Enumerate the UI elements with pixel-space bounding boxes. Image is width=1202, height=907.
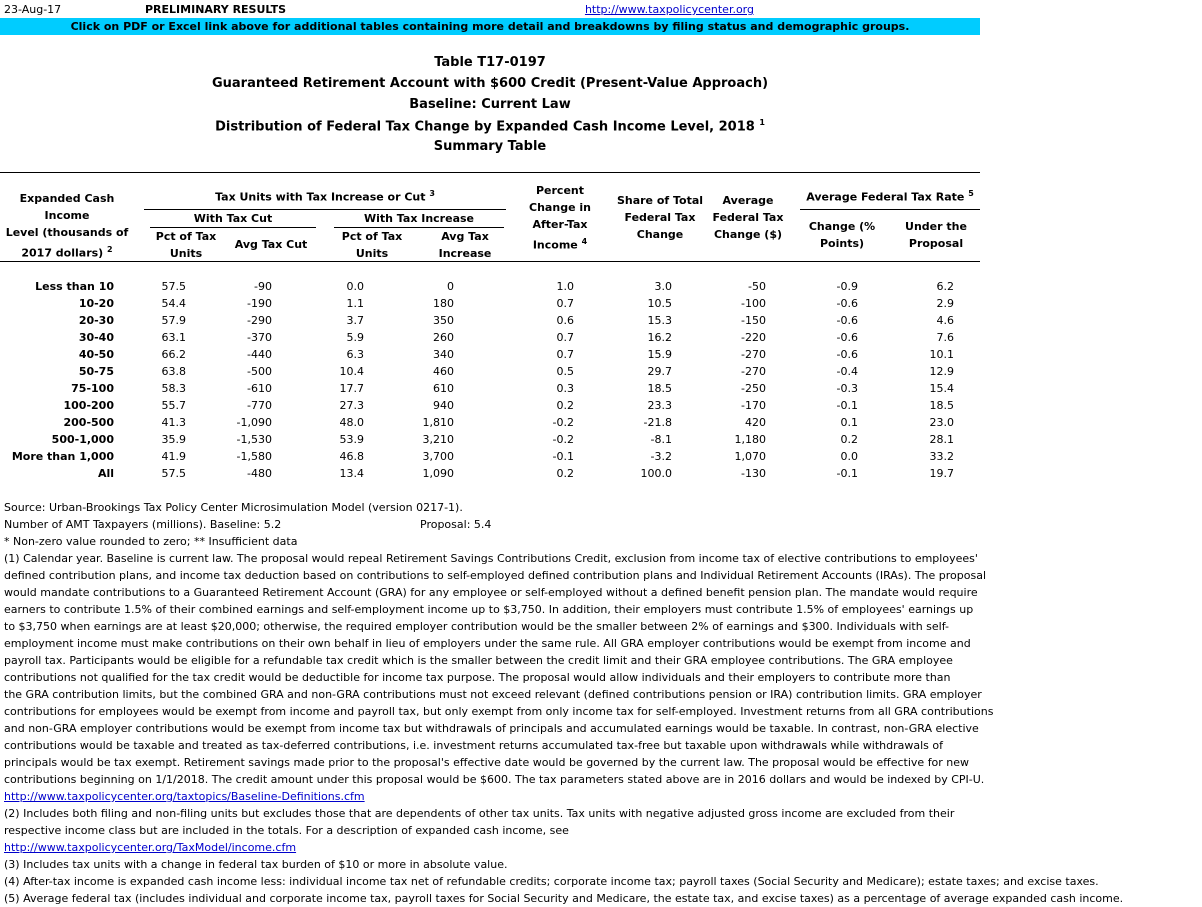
table-cell: -290 [247,314,272,327]
table-cell: 28.1 [929,433,954,446]
info-banner: Click on PDF or Excel link above for additional tables containing more detail and breakdowns by filing status and demographic groups. [0,18,980,35]
table-cell: 340 [433,348,454,361]
table-cell: 0.2 [556,467,574,480]
site-link[interactable]: http://www.taxpolicycenter.org [584,3,754,16]
table-cell: -370 [247,331,272,344]
row-label: 40-50 [78,348,114,361]
row-label: 200-500 [63,416,114,429]
table-cell: 15.4 [929,382,954,395]
table-cell: -190 [247,297,272,310]
table-cell: -1,530 [236,433,272,446]
table-cell: 0.5 [556,365,574,378]
col-pct-units-increase: Pct of Tax Units [341,230,403,260]
table-cell: 3,700 [422,450,454,463]
row-label: 500-1,000 [51,433,114,446]
table-row [0,346,954,363]
table-cell: 0.2 [840,433,858,446]
table-row [0,397,954,414]
table-cell: 0 [447,280,454,293]
footnote-2-line-1: (2) Includes both filing and non-filing units but excludes those that are dependents of other tax units. Tax units with negative adjusted gross income are excluded from their [4,807,955,820]
table-cell: 41.3 [161,416,186,429]
proposal-title: Guaranteed Retirement Account with $600 Credit (Present-Value Approach) [211,76,769,91]
table-cell: 48.0 [339,416,364,429]
table-cell: 350 [433,314,454,327]
source-note: Source: Urban-Brookings Tax Policy Center Microsimulation Model (version 0217-1). [4,501,463,514]
table-cell: 3.0 [654,280,672,293]
table-row [0,295,954,312]
summary-table [0,278,954,482]
col-pct-units-cut: Pct of Tax Units [155,230,217,260]
row-label: 30-40 [78,331,114,344]
table-cell: 29.7 [647,365,672,378]
table-cell: -0.6 [836,314,858,327]
table-id: Table T17-0197 [434,55,546,70]
distribution-title: Distribution of Federal Tax Change by Expanded Cash Income Level, 2018 $^1$ [215,118,765,135]
table-cell: -0.1 [836,467,858,480]
table-cell: 6.3 [346,348,364,361]
footnote-5: (5) Average federal tax (includes individual and corporate income tax, payroll taxes for Social Security and Medicare, the estate tax, and excise taxes) as a percentage of average expanded cash income. [4,892,1124,905]
row-label: 10-20 [78,297,114,310]
row-label: 100-200 [63,399,114,412]
table-cell: -1,580 [236,450,272,463]
amt-proposal: Proposal: 5.4 [420,518,492,531]
table-cell: 1,810 [422,416,454,429]
table-cell: -610 [247,382,272,395]
table-cell: -130 [741,467,766,480]
table-cell: 19.7 [929,467,954,480]
footnote-1-line: employment income must make contributions on their own behalf in lieu of employers under the same rule. All GRA employer contributions would be exempt from income and [4,637,971,650]
table-cell: -90 [254,280,272,293]
table-cell: 18.5 [929,399,954,412]
table-cell: 4.6 [936,314,954,327]
table-cell: 57.5 [161,280,186,293]
col-group-with-cut: With Tax Cut [193,212,273,225]
footnote-1-line: contributions for employees would be exempt from income and payroll tax, but only exempt from only income tax for self-employed. Investment returns from all GRA contributions [4,705,994,718]
table-cell: -480 [247,467,272,480]
col-change-pct-points: Change (% Points) [808,220,876,250]
top-header [0,0,980,18]
table-cell: -0.6 [836,348,858,361]
report-date: 23-Aug-17 [4,3,62,16]
avg-rate-rule [800,209,980,210]
table-cell: 260 [433,331,454,344]
row-label: All [97,467,114,480]
table-cell: -150 [741,314,766,327]
footnote-1-line: defined contribution plans, and income tax deduction based on contributions to self-employed defined contribution plans and Individual Retirement Accounts (IRAs). The proposal [4,569,987,582]
col-group-tax-units: Tax Units with Tax Increase or Cut $^3$ [215,189,435,204]
table-cell: 17.7 [339,382,364,395]
table-cell: 58.3 [161,382,186,395]
row-label: 50-75 [78,365,114,378]
table-cell: 15.9 [647,348,672,361]
table-cell: 460 [433,365,454,378]
table-cell: -50 [748,280,766,293]
status-label: PRELIMINARY RESULTS [145,3,287,16]
table-cell: 18.5 [647,382,672,395]
footnote-1-line: contributions would be taxable and treated as tax-deferred contributions, i.e. investment returns accumulated tax-free but taxable upon withdrawals while withdrawals of [4,739,944,752]
footnote-1-line: earners to contribute 1.5% of their combined earnings and self-employment income up to $3,750. In addition, their employers must contribute 1.5% of employees' earnings up [4,603,974,616]
footnote-1-line: contributions not qualified for the tax credit would be deductible for income tax purpose. The proposal would allow individuals and their employers to contribute more than [4,671,951,684]
table-cell: -0.2 [552,416,574,429]
table-cell: 5.9 [346,331,364,344]
table-row [0,448,954,465]
table-cell: -500 [247,365,272,378]
col-group-with-increase: With Tax Increase [363,212,475,225]
table-cell: -270 [741,365,766,378]
table-cell: 63.8 [161,365,186,378]
table-cell: 1,180 [734,433,766,446]
table-cell: 0.2 [556,399,574,412]
table-cell: 0.7 [556,331,574,344]
table-cell: -770 [247,399,272,412]
table-cell: -21.8 [643,416,672,429]
table-cell: 13.4 [339,467,364,480]
table-cell: 10.4 [339,365,364,378]
table-cell: 100.0 [640,467,672,480]
col-share-total: Share of Total Federal Tax Change [616,194,704,241]
table-cell: -250 [741,382,766,395]
footnote-4: (4) After-tax income is expanded cash income less: individual income tax net of refundable credits; corporate income tax; payroll taxes (Social Security and Medicare); estate taxes; and excise taxes. [4,875,1099,888]
table-cell: 3,210 [422,433,454,446]
table-cell: 2.9 [936,297,954,310]
table-row [0,312,954,329]
table-cell: 63.1 [161,331,186,344]
table-cell: 0.0 [840,450,858,463]
table-cell: -8.1 [650,433,672,446]
footnote-1-line: contributions beginning on 1/1/2018. The credit amount under this proposal would be $600. The tax parameters stated above are in 2016 dollars and would be indexed by CPI-U. [4,773,985,786]
footnote-2-line-2: respective income class but are included in the totals. For a description of expanded cash income, see [4,824,569,837]
table-cell: 46.8 [339,450,364,463]
footnote-3: (3) Includes tax units with a change in federal tax burden of $10 or more in absolute value. [4,858,508,871]
footnote-1-line: to $3,750 when earnings are at least $20,000; otherwise, the required employer contribution would be the smaller between 2% of earnings and $300. Individuals with self- [4,620,949,633]
col-income-level: Expanded Cash Income Level (thousands of 2017 dollars) $^2$ [5,192,129,260]
table-cell: 53.9 [339,433,364,446]
table-cell: 12.9 [929,365,954,378]
table-cell: 1,090 [422,467,454,480]
table-cell: 54.4 [161,297,186,310]
table-cell: 940 [433,399,454,412]
table-row [0,414,954,431]
table-cell: 1,070 [734,450,766,463]
table-cell: 33.2 [929,450,954,463]
baseline-definitions-link[interactable]: http://www.taxpolicycenter.org/taxtopics/Baseline-Definitions.cfm [4,790,365,803]
table-cell: -1,090 [236,416,272,429]
header-top-rule [0,172,980,173]
table-cell: 0.0 [346,280,364,293]
col-avg-tax-increase: Avg Tax Increase [438,230,492,260]
table-cell: -0.6 [836,297,858,310]
table-cell: 0.7 [556,297,574,310]
col-avg-tax-cut: Avg Tax Cut [234,238,308,251]
footnote-1-line: (1) Calendar year. Baseline is current law. The proposal would repeal Retirement Savings Contributions Credit, exclusion from income tax of elective contributions to employees' [4,552,978,565]
table-cell: 6.2 [936,280,954,293]
table-cell: 23.0 [929,416,954,429]
table-cell: -220 [741,331,766,344]
table-cell: 10.5 [647,297,672,310]
table-row [0,363,954,380]
table-cell: 66.2 [161,348,186,361]
table-row [0,380,954,397]
table-cell: 16.2 [647,331,672,344]
table-row [0,329,954,346]
table-cell: -3.2 [650,450,672,463]
table-cell: 7.6 [936,331,954,344]
table-cell: 41.9 [161,450,186,463]
table-cell: 180 [433,297,454,310]
table-cell: 420 [745,416,766,429]
table-cell: 35.9 [161,433,186,446]
footnote-1-line: principals would be tax exempt. Retirement savings made prior to the proposal's effective date would be governed by the current law. The proposal would be effective for new [4,756,970,769]
table-cell: -170 [741,399,766,412]
table-cell: 1.1 [346,297,364,310]
table-cell: 0.6 [556,314,574,327]
table-row [0,431,954,448]
row-label: More than 1,000 [11,450,114,463]
table-cell: -440 [247,348,272,361]
table-cell: -0.2 [552,433,574,446]
nonzero-note: * Non-zero value rounded to zero; ** Insufficient data [4,535,298,548]
footnote-1-line: payroll tax. Participants would be eligible for a refundable tax credit which is the smaller between the credit limit and their GRA employee contributions. The GRA employee [4,654,953,667]
table-row [0,278,954,295]
table-cell: -0.4 [836,365,858,378]
col-avg-federal-change: Average Federal Tax Change ($) [712,194,784,241]
footnote-1-line: and non-GRA employer contributions would be exempt from income tax but withdrawals of principals and accumulated earnings would be taxable. In contrast, non-GRA elective [4,722,979,735]
col-group-avg-rate: Average Federal Tax Rate $^5$ [806,189,974,204]
table-cell: -0.1 [552,450,574,463]
table-cell: 10.1 [929,348,954,361]
table-cell: -0.9 [836,280,858,293]
table-cell: 23.3 [647,399,672,412]
table-cell: 1.0 [556,280,574,293]
table-cell: 610 [433,382,454,395]
table-cell: 27.3 [339,399,364,412]
table-row [0,465,954,482]
row-label: 20-30 [78,314,114,327]
amt-note: Number of AMT Taxpayers (millions). Baseline: 5.2 [4,518,282,531]
col-pct-change-after-tax: Percent Change in After-Tax Income $^4$ [529,184,591,252]
col-under-proposal: Under the Proposal [905,220,967,250]
row-label: 75-100 [71,382,114,395]
table-cell: -0.3 [836,382,858,395]
table-cell: -0.6 [836,331,858,344]
table-cell: -0.1 [836,399,858,412]
table-cell: 57.5 [161,467,186,480]
income-definition-link[interactable]: http://www.taxpolicycenter.org/TaxModel/income.cfm [4,841,297,854]
baseline-title: Baseline: Current Law [409,97,571,112]
table-cell: -100 [741,297,766,310]
footnote-1-line: would mandate contributions to a Guaranteed Retirement Account (GRA) for any employee or self-employed without a defined benefit pension plan. The mandate would require [4,586,978,599]
table-cell: 3.7 [346,314,364,327]
row-label: Less than 10 [35,280,114,293]
footnote-1-line: the GRA contribution limits, but the combined GRA and non-GRA contributions must not exceed relevant (defined contributions pension or IRA) contribution limits. GRA employer [4,688,982,701]
table-cell: -270 [741,348,766,361]
table-cell: 15.3 [647,314,672,327]
table-cell: 0.7 [556,348,574,361]
table-cell: 55.7 [161,399,186,412]
table-cell: 0.3 [556,382,574,395]
summary-title: Summary Table [433,139,547,154]
table-cell: 57.9 [161,314,186,327]
table-cell: 0.1 [840,416,858,429]
